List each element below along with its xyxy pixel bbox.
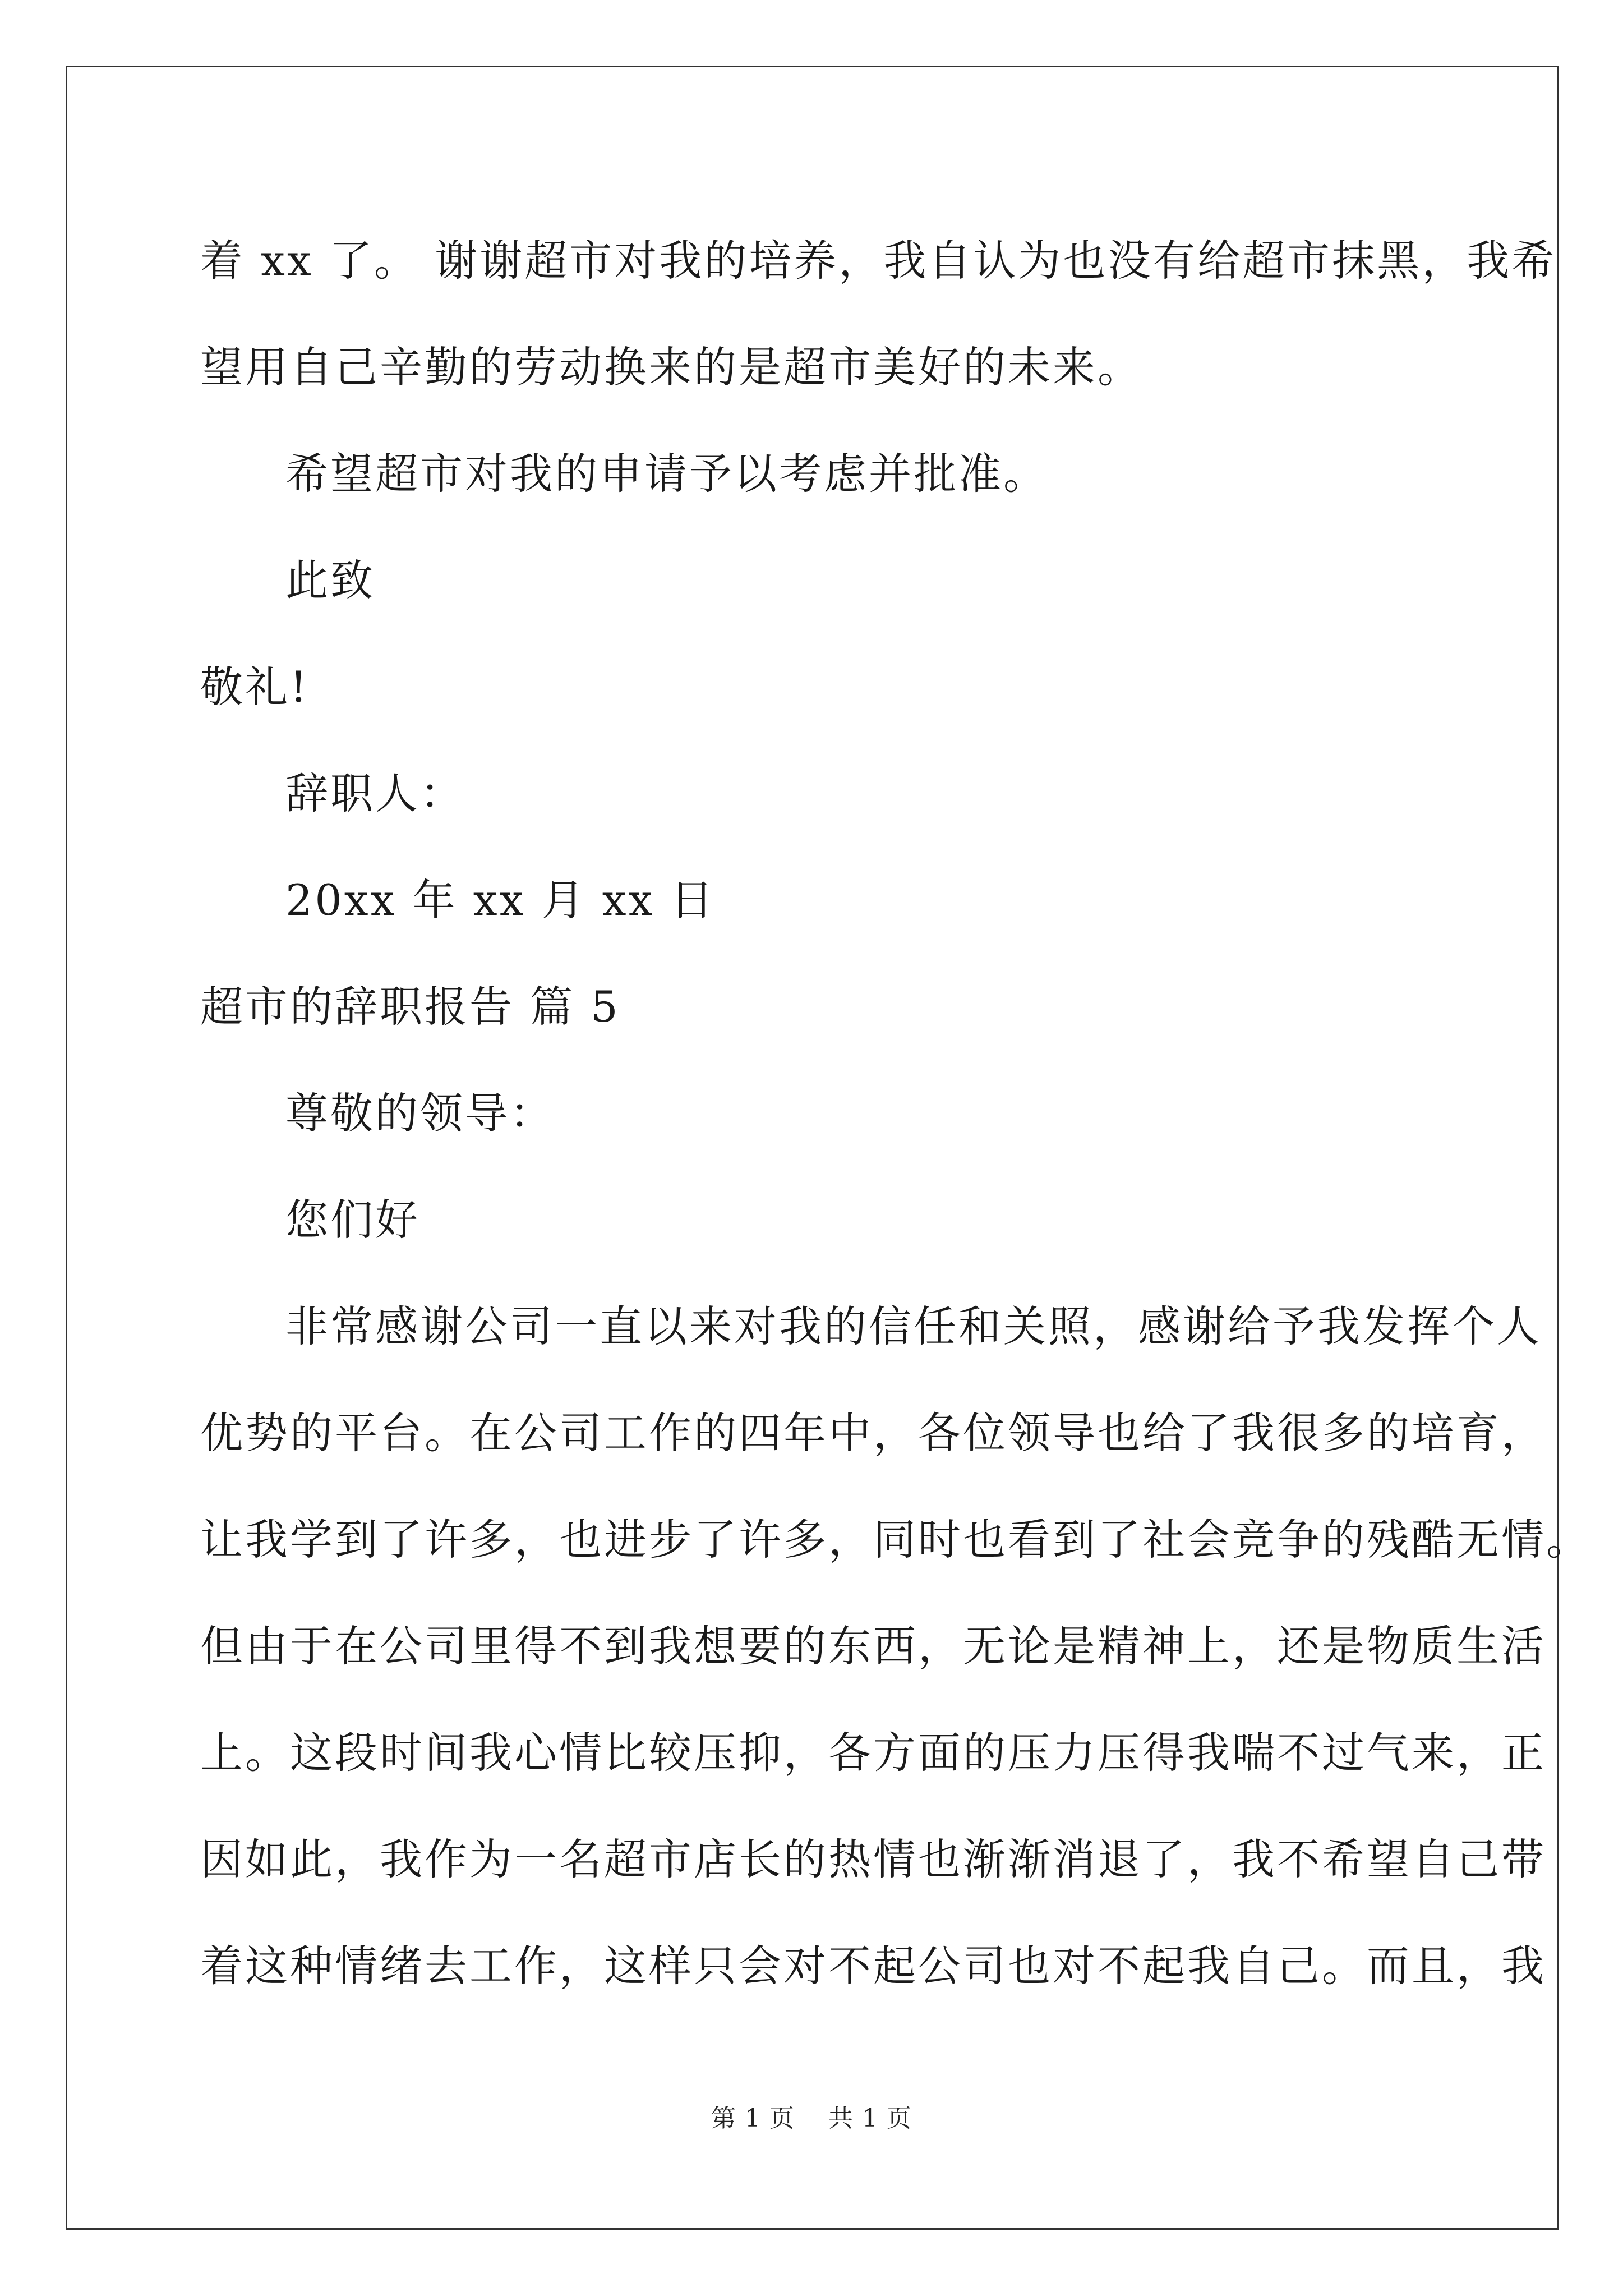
paragraph-line: 因如此，我作为一名超市店长的热情也渐渐消退了，我不希望自己带: [200, 1834, 1546, 1884]
paragraph-line: 上。这段时间我心情比较压抑，各方面的压力压得我喘不过气来，正: [200, 1728, 1546, 1778]
greeting-line: 尊敬的领导：: [285, 1088, 555, 1138]
paragraph-line: 非常感谢公司一直以来对我的信任和关照，感谢给予我发挥个人: [285, 1301, 1542, 1351]
paragraph-line: 着这种情绪去工作，这样只会对不起公司也对不起我自己。而且，我: [200, 1941, 1546, 1991]
section-heading: 超市的辞职报告 篇 5: [200, 982, 620, 1032]
closing-salutation: 此致: [285, 555, 375, 605]
signature-label: 辞职人：: [285, 769, 465, 818]
date-line: 20xx 年 xx 月 xx 日: [285, 875, 716, 925]
paragraph-line: 但由于在公司里得不到我想要的东西，无论是精神上，还是物质生活: [200, 1621, 1546, 1671]
document-body: [200, 208, 1591, 2019]
paragraph-line: 让我学到了许多，也进步了许多，同时也看到了社会竞争的残酷无情。: [200, 1515, 1591, 1565]
paragraph-line: 优势的平台。在公司工作的四年中，各位领导也给了我很多的培育，: [200, 1408, 1546, 1458]
page-footer: 第 1 页 共 1 页: [711, 2104, 912, 2133]
greeting-line: 您们好: [285, 1195, 420, 1245]
paragraph-line: 望用自己辛勤的劳动换来的是超市美好的未来。: [200, 342, 1142, 392]
paragraph-line: 着 xx 了。 谢谢超市对我的培养，我自认为也没有给超市抹黑，我希: [200, 236, 1557, 286]
closing-regards: 敬礼!: [200, 662, 310, 712]
paragraph-line: 希望超市对我的申请予以考虑并批准。: [285, 449, 1048, 499]
